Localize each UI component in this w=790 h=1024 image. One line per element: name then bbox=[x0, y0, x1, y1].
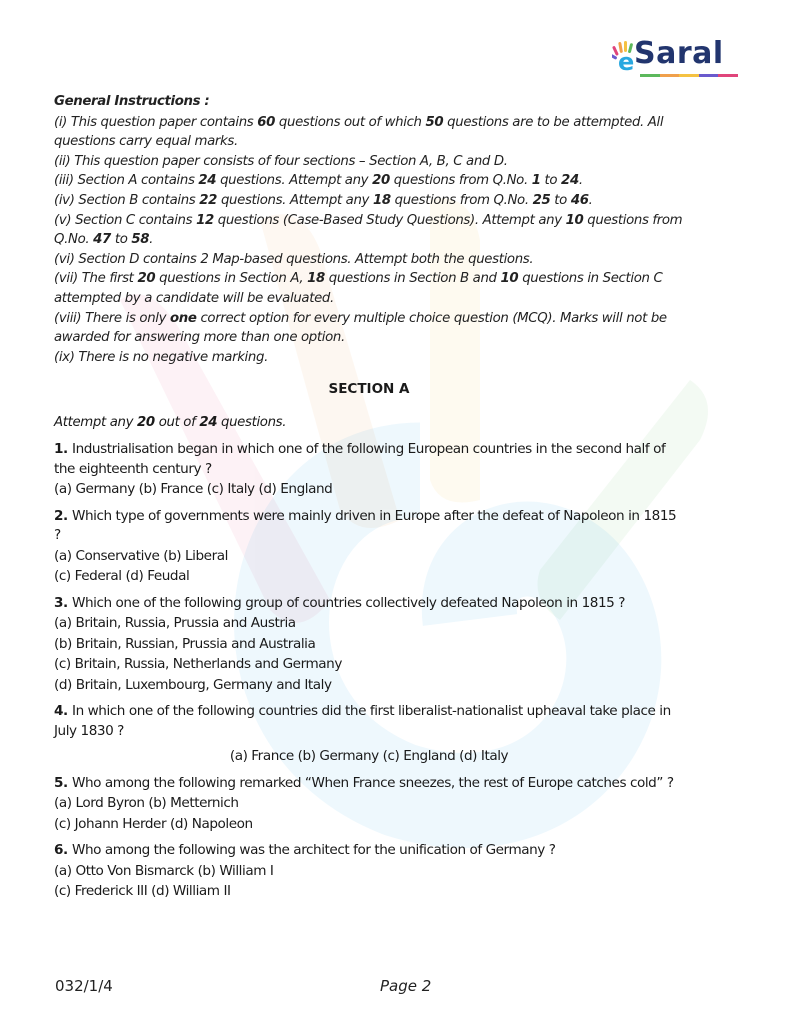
section-attempt-note bbox=[54, 415, 684, 430]
question-options: (b) Britain, Russian, Prussia and Australia bbox=[54, 635, 316, 652]
question-text bbox=[54, 594, 684, 614]
question-text bbox=[54, 774, 684, 794]
bold-value: 46 bbox=[570, 192, 589, 208]
text-run: to bbox=[110, 232, 132, 248]
text-run: questions are to be attempted. All questions carry equal marks. bbox=[54, 114, 664, 150]
question-item bbox=[54, 594, 684, 696]
bold-value: one bbox=[170, 310, 197, 326]
text-run: (vi) Section D contains 2 Map-based questions. Attempt both the questions. bbox=[54, 251, 534, 267]
bold-value: 1 bbox=[531, 173, 541, 189]
bold-value: 18 bbox=[307, 271, 325, 287]
question-item bbox=[54, 507, 684, 587]
instruction-item bbox=[54, 152, 684, 172]
text-run: out of bbox=[154, 415, 200, 431]
bold-value: 20 bbox=[137, 415, 155, 431]
text-run: (ii) This question paper consists of four sections – Section A, B, C and D. bbox=[54, 153, 508, 169]
question-item bbox=[54, 841, 684, 902]
text-run: (vii) The first bbox=[54, 271, 138, 287]
text-run: questions out of which bbox=[275, 114, 426, 130]
question-options: (a) France (b) Germany (c) England (d) Italy bbox=[229, 748, 509, 765]
text-run: questions in Section C attempted by a candidate will be evaluated. bbox=[54, 271, 663, 306]
question-stem: Which one of the following group of countries collectively defeated Napoleon in 1815 ? bbox=[72, 594, 626, 611]
question-options: (a) Germany (b) France (c) Italy (d) England bbox=[54, 481, 333, 498]
text-run: questions. Attempt any bbox=[217, 192, 373, 208]
text-run: . bbox=[588, 192, 593, 208]
question-stem: Which type of governments were mainly driven in Europe after the defeat of Napoleon in 1815 ? bbox=[54, 507, 677, 544]
bold-value: 58 bbox=[131, 232, 150, 248]
question-number: 2. bbox=[54, 507, 73, 524]
question-number: 5. bbox=[54, 774, 73, 791]
question-number: 3. bbox=[54, 594, 73, 611]
text-run: questions. Attempt any bbox=[216, 173, 373, 189]
logo-wordmark: Saral bbox=[634, 36, 724, 71]
text-run: (viii) There is only bbox=[54, 310, 171, 326]
bold-value: 12 bbox=[196, 212, 214, 228]
question-item bbox=[54, 774, 684, 835]
bold-value: 47 bbox=[93, 232, 111, 248]
logo-e: e bbox=[618, 48, 635, 76]
logo-underline bbox=[640, 74, 738, 77]
text-run: (v) Section C contains bbox=[54, 212, 197, 228]
section-title: SECTION A bbox=[328, 381, 410, 398]
question-text bbox=[54, 440, 684, 479]
instruction-item bbox=[54, 250, 684, 270]
instruction-item bbox=[54, 309, 684, 348]
instruction-item bbox=[54, 348, 684, 368]
question-stem: Industrialisation began in which one of the following European countries in the second half of the eighteenth century ? bbox=[54, 441, 666, 477]
question-stem: Who among the following was the architect for the unification of Germany ? bbox=[72, 842, 556, 859]
instruction-item bbox=[54, 211, 684, 250]
text-run: . bbox=[149, 232, 154, 248]
bold-value: 25 bbox=[532, 192, 551, 208]
question-options: (c) Federal (d) Feudal bbox=[54, 568, 190, 585]
bold-value: 60 bbox=[257, 114, 276, 130]
bold-value: 18 bbox=[372, 192, 391, 208]
bold-value: 20 bbox=[372, 173, 390, 189]
bold-value: 10 bbox=[500, 271, 519, 287]
instruction-item bbox=[54, 113, 684, 152]
text-run: (ix) There is no negative marking. bbox=[54, 349, 268, 365]
question-number: 4. bbox=[54, 703, 73, 720]
general-instructions bbox=[54, 92, 684, 367]
question-text bbox=[54, 702, 684, 741]
question-text bbox=[54, 841, 684, 861]
bold-value: 24 bbox=[198, 173, 217, 189]
question-item bbox=[54, 702, 684, 767]
question-options: (c) Frederick III (d) William II bbox=[54, 883, 231, 900]
question-options: (c) Britain, Russia, Netherlands and Germany bbox=[54, 656, 342, 673]
question-number: 1. bbox=[54, 441, 73, 458]
question-options: (a) Conservative (b) Liberal bbox=[54, 547, 228, 564]
text-run: questions from Q.No. bbox=[54, 212, 683, 248]
bold-value: 24 bbox=[561, 173, 579, 189]
page-number: Page 2 bbox=[380, 977, 432, 995]
instructions-title: General Instructions : bbox=[54, 94, 210, 109]
question-stem: In which one of the following countries did the first liberalist-nationalist upheaval take place in July 1830 ? bbox=[54, 703, 671, 739]
text-run: to bbox=[540, 173, 562, 189]
esaral-logo bbox=[612, 38, 742, 80]
text-run: questions. bbox=[217, 415, 287, 431]
question-options: (d) Britain, Luxembourg, Germany and Italy bbox=[54, 676, 332, 693]
question-item bbox=[54, 440, 684, 500]
instruction-item bbox=[54, 191, 684, 211]
question-paper-content bbox=[54, 92, 684, 909]
questions-list bbox=[54, 440, 684, 902]
bold-value: 22 bbox=[199, 192, 218, 208]
question-stem: Who among the following remarked “When France sneezes, the rest of Europe catches cold” ? bbox=[72, 774, 674, 791]
question-options: (a) Otto Von Bismarck (b) William I bbox=[54, 862, 274, 879]
text-run: questions (Case-Based Study Questions). Attempt any bbox=[213, 212, 566, 228]
text-run: questions from Q.No. bbox=[389, 173, 532, 189]
text-run: (iv) Section B contains bbox=[54, 192, 200, 208]
bold-value: 10 bbox=[565, 212, 584, 228]
question-options: (a) Britain, Russia, Prussia and Austria bbox=[54, 615, 296, 632]
question-text bbox=[54, 507, 684, 546]
paper-code: 032/1/4 bbox=[55, 977, 113, 995]
question-options: (a) Lord Byron (b) Metternich bbox=[54, 795, 239, 812]
text-run: to bbox=[550, 192, 571, 208]
text-run: . bbox=[578, 173, 583, 189]
text-run: (i) This question paper contains bbox=[54, 114, 258, 130]
text-run: questions in Section A, bbox=[155, 271, 308, 287]
bold-value: 50 bbox=[425, 114, 444, 130]
instruction-item bbox=[54, 171, 684, 191]
instructions-list bbox=[54, 113, 684, 368]
question-options: (c) Johann Herder (d) Napoleon bbox=[54, 815, 253, 832]
question-number: 6. bbox=[54, 842, 73, 859]
text-run: Attempt any bbox=[54, 415, 138, 431]
text-run: questions in Section B and bbox=[324, 271, 501, 287]
bold-value: 24 bbox=[199, 415, 218, 431]
bold-value: 20 bbox=[137, 271, 156, 287]
text-run: (iii) Section A contains bbox=[54, 173, 199, 189]
instruction-item bbox=[54, 269, 684, 308]
text-run: correct option for every multiple choice question (MCQ). Marks will not be awarded for answering more than one option. bbox=[54, 310, 667, 346]
text-run: questions from Q.No. bbox=[390, 192, 533, 208]
